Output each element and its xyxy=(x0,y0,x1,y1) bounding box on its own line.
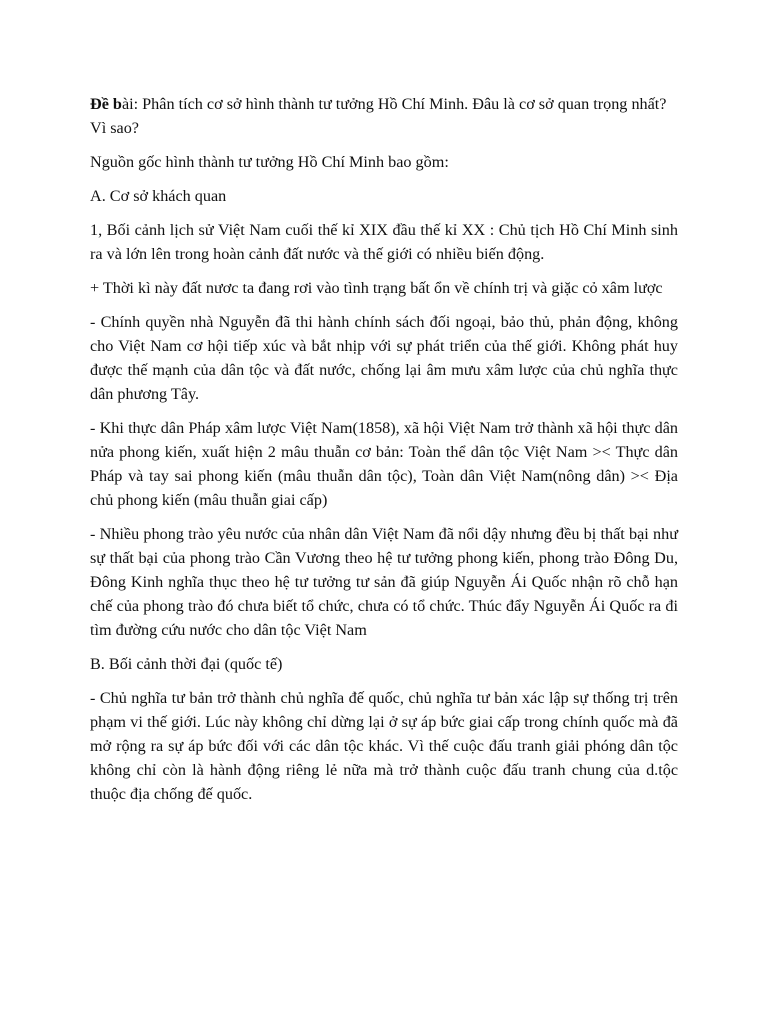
point-dash-2-paragraph: - Khi thực dân Pháp xâm lược Việt Nam(1858), xã hội Việt Nam trở thành xã hội thực dân nửa phong kiến, xuất hiện 2 mâu thuẫn cơ bản: Toàn thể dân tộc Việt Nam >< Thực dân Pháp và tay sai phong kiến (mâu thuẫn dân tộc), Toàn dân Việt Nam(nông dân) >< Địa chủ phong kiến (mâu thuẫn giai cấp) xyxy=(90,419,678,509)
intro-paragraph: Nguồn gốc hình thành tư tưởng Hồ Chí Minh bao gồm: xyxy=(90,153,449,171)
point-1-paragraph: 1, Bối cảnh lịch sử Việt Nam cuối thế kỉ XIX đầu thế kỉ XX : Chủ tịch Hồ Chí Minh sinh ra và lớn lên trong hoàn cảnh đất nước và thế giới có nhiều biến động. xyxy=(90,221,678,263)
question-paragraph xyxy=(90,92,678,140)
question-label-rest: ài xyxy=(121,95,134,113)
question-label-bold: Đề b xyxy=(90,95,122,113)
point-b-dash-paragraph: - Chủ nghĩa tư bản trở thành chủ nghĩa đế quốc, chủ nghĩa tư bản xác lập sự thống trị trên phạm vi thế giới. Lúc này không chỉ dừng lại ở sự áp bức giai cấp trong chính quốc mà đã mở rộng ra sự áp bức đối với các dân tộc khác. Vì thế cuộc đấu tranh giải phóng dân tộc không chỉ còn là hành động riêng lẻ nữa mà trở thành cuộc đấu tranh chung của d.tộc thuộc địa chống đế quốc. xyxy=(90,689,678,803)
section-b-heading: B. Bối cảnh thời đại (quốc tế) xyxy=(90,655,283,673)
point-plus-paragraph: + Thời kì này đất nươc ta đang rơi vào tình trạng bất ổn về chính trị và giặc cỏ xâm lược xyxy=(90,279,663,297)
point-dash-3-paragraph: - Nhiều phong trào yêu nước của nhân dân Việt Nam đã nổi dậy nhưng đều bị thất bại như sự thất bại của phong trào Cần Vương theo hệ tư tưởng phong kiến, phong trào Đông Du, Đông Kinh nghĩa thục theo hệ tư tưởng tư sản đã giúp Nguyễn Ái Quốc nhận rõ chỗ hạn chế của phong trào đó chưa biết tổ chức, chưa có tổ chức. Thúc đẩy Nguyễn Ái Quốc ra đi tìm đường cứu nước cho dân tộc Việt Nam xyxy=(90,525,678,639)
document-page xyxy=(90,92,678,816)
question-text: : Phân tích cơ sở hình thành tư tưởng Hồ Chí Minh. Đâu là cơ sở quan trọng nhất? Vì sao? xyxy=(90,95,667,137)
section-a-heading: A. Cơ sở khách quan xyxy=(90,187,227,205)
point-dash-1-paragraph: - Chính quyền nhà Nguyễn đã thi hành chính sách đối ngoại, bảo thủ, phản động, không cho Việt Nam cơ hội tiếp xúc và bắt nhịp với sự phát triển của thế giới. Không phát huy được thế mạnh của dân tộc và đất nước, chống lại âm mưu xâm lược của chủ nghĩa thực dân phương Tây. xyxy=(90,313,678,403)
